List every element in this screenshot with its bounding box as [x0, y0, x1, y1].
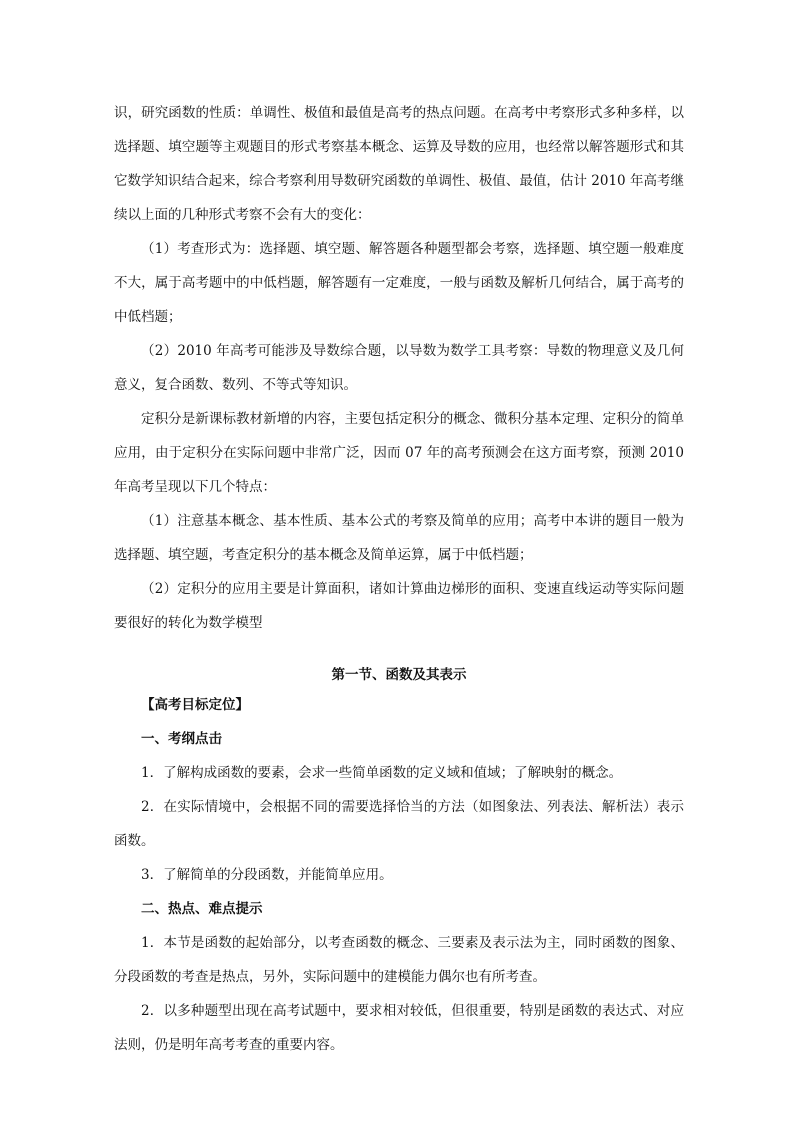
intro-paragraph-5: （1）注意基本概念、基本性质、基本公式的考察及简单的应用；高考中本讲的题目一般为选择题、填空题，考查定积分的基本概念及简单运算，属于中低档题；: [114, 513, 684, 563]
outline-item-3: 3．了解简单的分段函数，并能简单应用。: [141, 867, 393, 883]
intro-paragraph-3: （2）2010 年高考可能涉及导数综合题，以导数为数学工具考察：导数的物理意义及几何意义，复合函数、数列、不等式等知识。: [114, 343, 684, 393]
hotspot-item-1: 1．本节是函数的起始部分，以考查函数的概念、三要素及表示法为主，同时函数的图象、分段函数的考查是热点，另外，实际问题中的建模能力偶尔也有所考查。: [114, 935, 684, 985]
intro-paragraph-1: 识，研究函数的性质：单调性、极值和最值是高考的热点问题。在高考中考察形式多种多样，以选择题、填空题等主观题目的形式考察基本概念、运算及导数的应用，也经常以解答题形式和其它数学知识结合起来，综合考察利用导数研究函数的单调性、极值、最值，估计 2010 年高考继续以上面的几种形式考察不会有大的变化：: [114, 105, 684, 223]
intro-paragraph-6: （2）定积分的应用主要是计算面积，诸如计算曲边梯形的面积、变速直线运动等实际问题要很好的转化为数学模型: [114, 581, 684, 631]
intro-paragraph-2: （1）考查形式为：选择题、填空题、解答题各种题型都会考察，选择题、填空题一般难度不大，属于高考题中的中低档题，解答题有一定难度，一般与函数及解析几何结合，属于高考的中低档题；: [114, 241, 684, 325]
outline-item-1: 1．了解构成函数的要素，会求一些简单函数的定义域和值域；了解映射的概念。: [141, 765, 623, 781]
section-title: 第一节、函数及其表示: [331, 667, 467, 683]
intro-block: [114, 96, 684, 640]
hotspot-item-2: 2．以多种题型出现在高考试题中，要求相对较低，但很重要，特别是函数的表达式、对应法则，仍是明年高考考查的重要内容。: [114, 1003, 684, 1053]
heading-outline: 一、考纲点击: [141, 731, 222, 747]
target-heading: 【高考目标定位】: [141, 697, 249, 713]
intro-paragraph-4: 定积分是新课标教材新增的内容，主要包括定积分的概念、微积分基本定理、定积分的简单应用，由于定积分在实际问题中非常广泛，因而 07 年的高考预测会在这方面考察，预测 2010 年高考呈现以下几个特点：: [114, 411, 684, 495]
heading-hotspots: 二、热点、难点提示: [141, 901, 263, 917]
section-block: [114, 688, 684, 1062]
outline-item-2: 2．在实际情境中，会根据不同的需要选择恰当的方法（如图象法、列表法、解析法）表示函数。: [114, 799, 684, 849]
